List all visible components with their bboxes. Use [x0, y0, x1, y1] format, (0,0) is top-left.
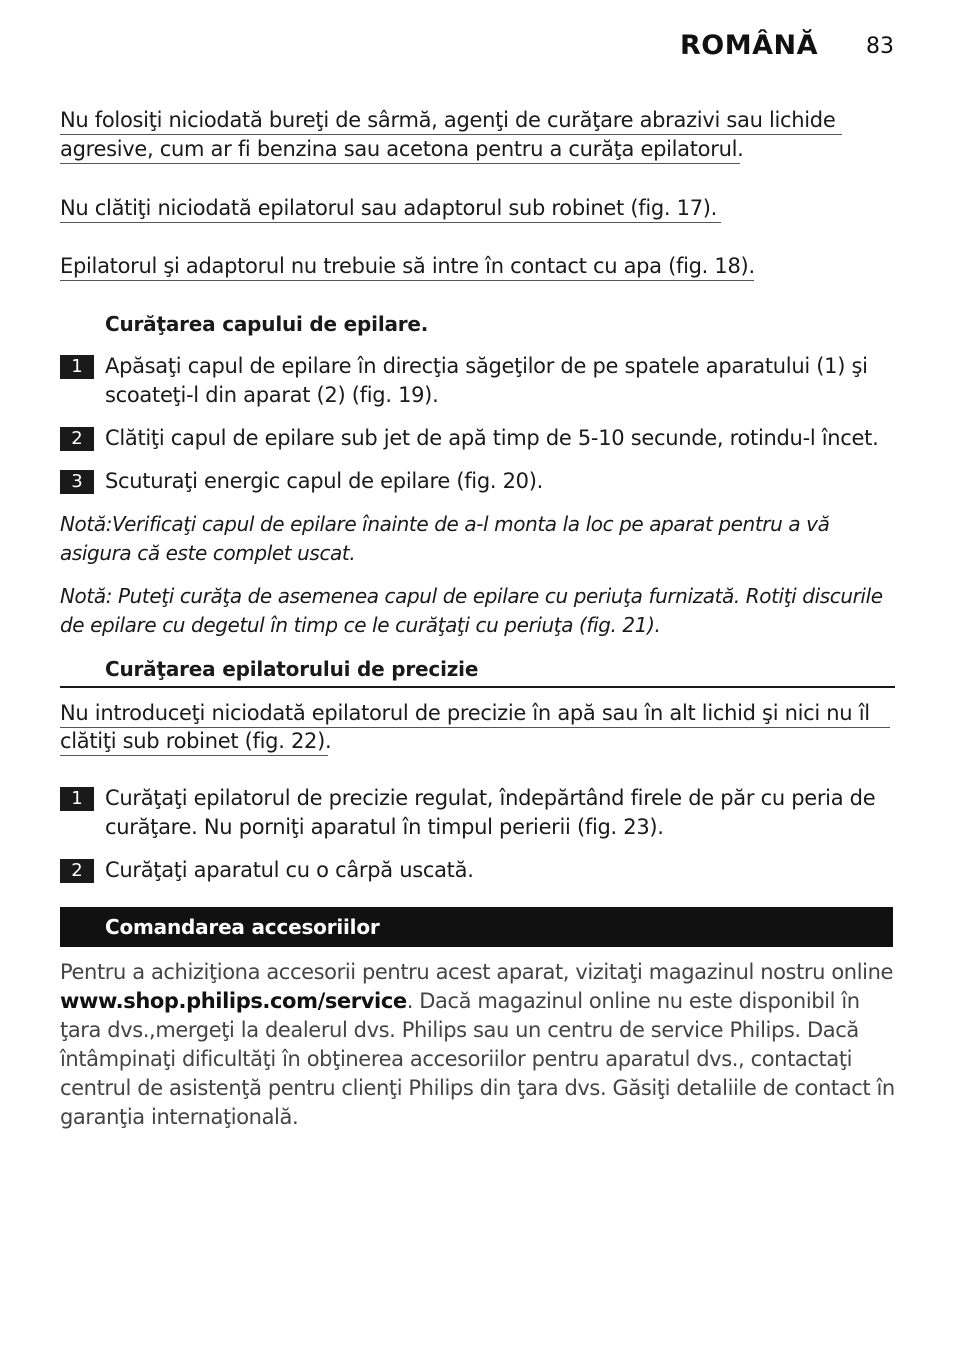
section-title-precision: Curăţarea epilatorului de precizie — [105, 657, 479, 681]
step-number-badge: 3 — [60, 470, 94, 494]
header-language: ROMÂNĂ — [680, 30, 818, 61]
warning-2: Nu clătiţi niciodată epilatorul sau adaptorul sub robinet (fig. 17). — [60, 194, 721, 223]
step-number-badge: 1 — [60, 787, 94, 811]
warning-1-line-1: Nu folosiţi niciodată bureţi de sârmă, agenţi de curăţare abrazivi sau lichide — [60, 106, 842, 135]
warning-1-line-2: agresive, cum ar fi benzina sau acetona pentru a curăţa epilatorul. — [60, 135, 740, 164]
accessories-paragraph — [60, 958, 900, 1132]
step-text: Apăsaţi capul de epilare în direcţia săgeţilor de pe spatele aparatului (1) şi scoateţi-l din aparat (2) (fig. 19). — [105, 354, 868, 407]
step-text: Scuturaţi energic capul de epilare (fig. 20). — [105, 469, 544, 493]
section-divider — [60, 686, 895, 688]
warning-3: Epilatorul şi adaptorul nu trebuie să intre în contact cu apa (fig. 18). — [60, 252, 754, 281]
step-text: Curăţaţi aparatul cu o cârpă uscată. — [105, 858, 474, 882]
accessories-text-part-1: Pentru a achiziţiona accesorii pentru acest aparat, vizitaţi magazinul nostru online — [60, 960, 894, 984]
step-number-badge: 2 — [60, 427, 94, 451]
accessories-text-part-2: . Dacă magazinul online nu este disponibil în ţara dvs.,mergeţi la dealerul dvs. Philips sau un centru de service Philips. Dacă întâmpinaţi dificultăţi în obţinerea accesoriilor pentru aparatul dvs., contactaţi centrul de asistenţă pentru clienţi Philips din ţara dvs. Găsiţi detaliile de contact în garanţia internaţională. — [60, 989, 895, 1129]
precision-warning-line-2: clătiţi sub robinet (fig. 22). — [60, 727, 328, 756]
note-brush-cleaning: Notă: Puteţi curăţa de asemenea capul de epilare cu periuţa furnizată. Rotiţi discurile de epilare cu degetul în timp ce le curăţaţi cu periuţa (fig. 21). — [60, 584, 883, 637]
section-banner-accessories — [60, 907, 893, 947]
section-title-accessories: Comandarea accesoriilor — [105, 915, 380, 939]
shop-link[interactable]: www.shop.philips.com/service — [60, 989, 407, 1013]
step-text: Curăţaţi epilatorul de precizie regulat, îndepărtând firele de păr cu peria de curăţare. Nu porniţi aparatul în timpul perierii (fig. 23). — [105, 786, 876, 839]
precision-warning-line-1: Nu introduceţi niciodată epilatorul de precizie în apă sau în alt lichid şi nici nu îl — [60, 699, 890, 728]
step-number-badge: 2 — [60, 859, 94, 883]
step-text: Clătiţi capul de epilare sub jet de apă timp de 5-10 secunde, rotindu-l încet. — [105, 426, 879, 450]
section-title-head-cleaning: Curăţarea capului de epilare. — [105, 312, 429, 336]
page-number: 83 — [866, 34, 894, 59]
note-dry-check: Notă:Verificaţi capul de epilare înainte de a-l monta la loc pe aparat pentru a vă asigura că este complet uscat. — [60, 512, 830, 565]
step-number-badge: 1 — [60, 355, 94, 379]
